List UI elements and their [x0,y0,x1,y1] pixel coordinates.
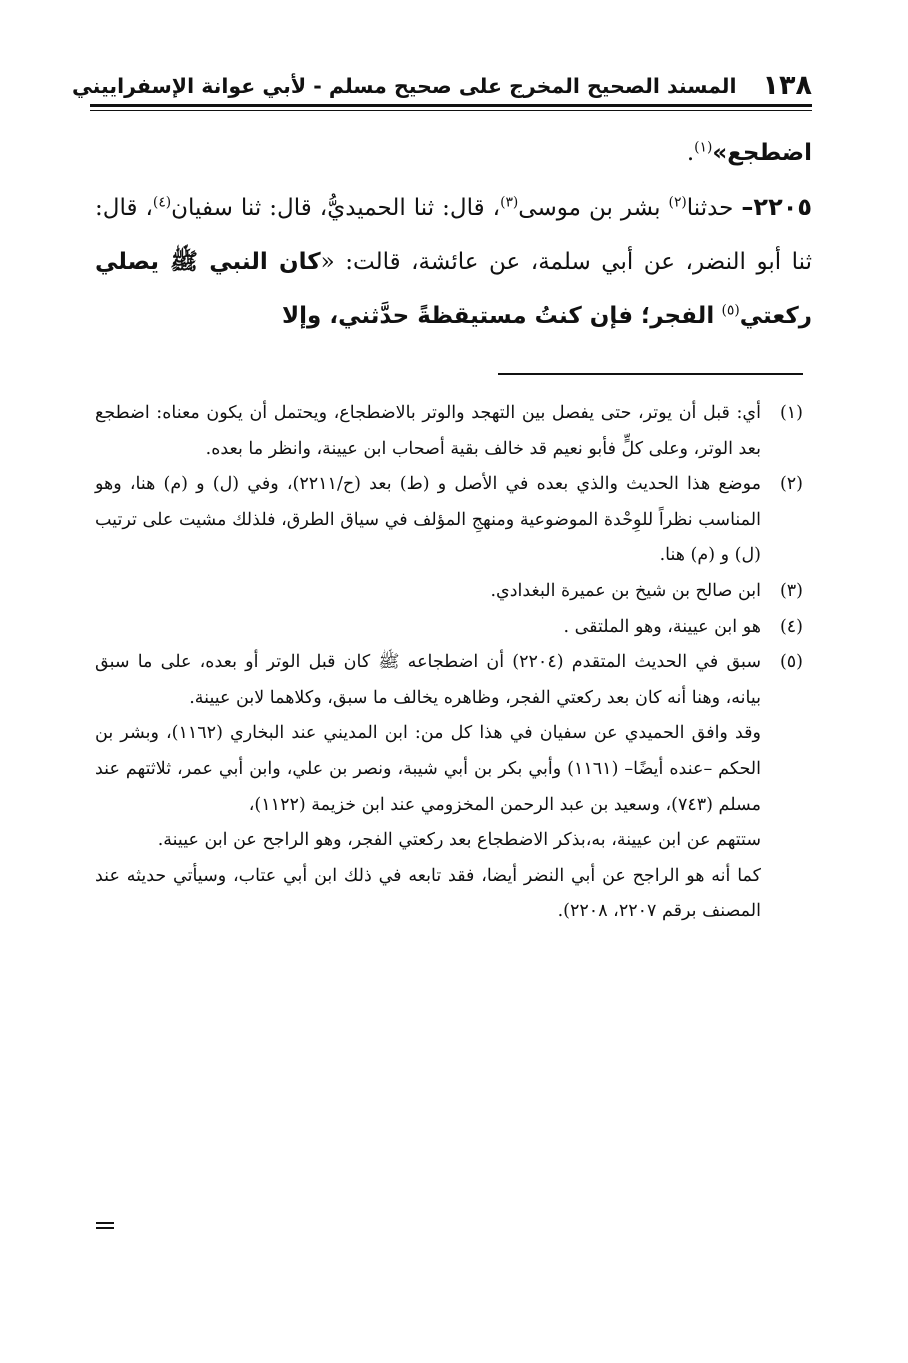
continuation-word: اضطجع [727,140,812,166]
hadith-number: ٢٢٠٥ [753,193,813,221]
running-title: المسند الصحيح المخرج على صحيح مسلم - لأبي عوانة الإسفراييني [71,74,737,98]
footnote-number: (٢) [779,474,803,495]
footnote-ref: (٤) [152,194,172,211]
footnote [95,467,803,574]
footnote-text: ابن صالح بن شيخ بن عميرة البغدادي. [490,580,761,601]
footnote-text: موضع هذا الحديث والذي بعده في الأصل و (ط) بعد (ح/٢٢١١)، وفي (ل) و (م) هنا، وهو المناسب نظراً للوِحْدة الموضوعية ومنهجِ المؤلف في سياق الطرق، فلذلك مشيت على ترتيب (ل) و (م) هنا. [95,474,761,566]
continuation-mark-line [96,1222,114,1224]
footnote-number: (٤) [779,616,803,637]
header-rule-thick [90,104,812,107]
footnote-paragraph: كما أنه هو الراجح عن أبي النضر أيضا، فقد تابعه في ذلك ابن أبي عتاب، وسيأتي حديثه عند المصنف برقم ٢٢٠٧، ٢٢٠٨). [95,865,761,922]
closing-quote: » [712,140,728,166]
footnote-ref: (١) [694,139,713,156]
footnote-text: سبق في الحديث المتقدم (٢٢٠٤) أن اضطجاعه ﷺ كان قبل الوتر أو بعده، على ما سبق بيانه، وهنا أنه كان بعد ركعتي الفجر، وظاهره يخالف ما سبق، وكلاهما لابن عيينة. [95,652,761,708]
footnote-separator [498,373,803,375]
footnote-number: (٣) [779,580,803,601]
footnote-text: هو ابن عيينة، وهو الملتقى . [563,616,761,637]
matn-text: الفجر؛ فإن كنتُ مستيقظةً حدَّثني، وإلا [282,303,715,329]
continuation-mark-line [96,1227,114,1229]
period: . [686,140,695,166]
hadith-dash: – [741,193,754,221]
footnote [95,396,803,467]
page-header [71,68,812,104]
isnad-segment: حدثنا [686,195,734,221]
isnad-segment: ، قال: ثنا الحميديُّ، قال: ثنا سفيان [171,195,501,221]
footnote-paragraph: ستتهم عن ابن عيينة، به،بذكر الاضطجاع بعد ركعتي الفجر، وهو الراجح عن ابن عيينة. [157,830,761,851]
footnote-ref: (٥) [721,302,740,319]
footnote-number: (١) [779,403,803,423]
matn-text: كان النبي ﷺ يصلي ركعتي [95,249,812,329]
footnote-text: أي: قبل أن يوتر، حتى يفصل بين التهجد والوتر بالاضطجاع، ويحتمل أن يكون معناه: اضطجع بعد الوتر، وعلى كلٍّ فأبو نعيم قد خالف بقية أصحاب ابن عيينة، وانظر ما بعده. [95,403,761,459]
hadith-paragraph [95,180,812,343]
footnotes [95,396,803,930]
footnote-ref: (٣) [500,194,519,211]
footnote-ref: (٢) [668,194,687,211]
footnote-number: (٥) [779,652,803,673]
continuation-mark [96,1222,114,1230]
footnote [95,574,803,610]
main-text [95,126,812,343]
footnote-paragraph: وقد وافق الحميدي عن سفيان في هذا كل من: ابن المديني عند البخاري (١١٦٢)، وبشر بن الحكم –عنده أيضًا– (١١٦١) وأبي بكر بن أبي شيبة، ونصر بن علي، وابن أبي عمر، ثلاثتهم عند مسلم (٧٤٣)، وسعيد بن عبد الرحمن المخزومي عند ابن خزيمة (١١٢٢)، [95,723,761,815]
header-rule-thin [90,110,812,111]
page-number: ١٣٨ [762,70,812,101]
isnad-segment: بشر بن موسى [518,195,661,221]
isnad-segment: ، قال: ثنا أبو النضر، عن أبي سلمة، عن عائشة، قالت: « [95,195,813,275]
footnote [95,645,803,716]
footnote [95,610,803,646]
continuation-line [95,126,812,180]
